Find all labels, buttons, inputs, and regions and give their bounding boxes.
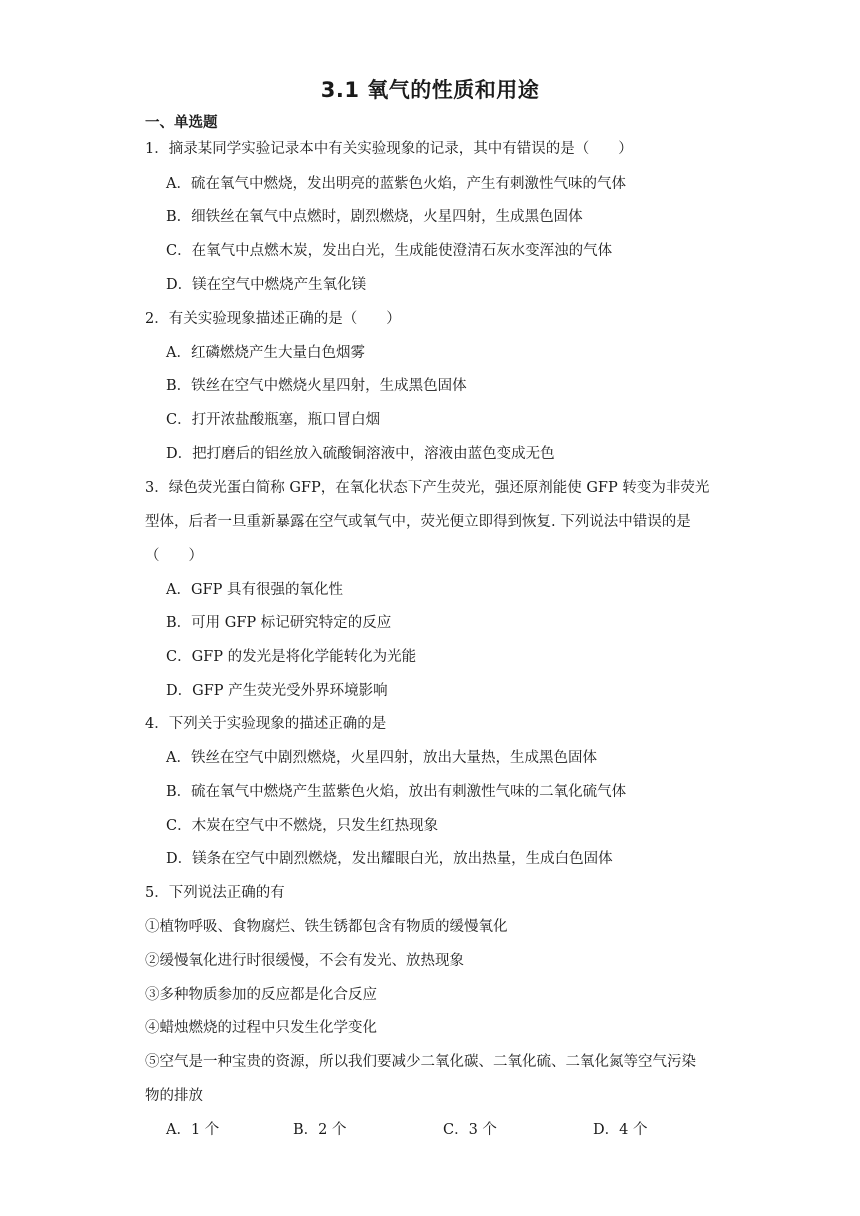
question-1-stem: 1．摘录某同学实验记录本中有关实验现象的记录，其中有错误的是（ ） — [145, 141, 633, 157]
question-1-option-d: D．镁在空气中燃烧产生氧化镁 — [166, 277, 367, 293]
question-5-option-b: B．2 个 — [293, 1122, 347, 1138]
question-3-option-c: C．GFP 的发光是将化学能转化为光能 — [166, 649, 417, 665]
question-5-option-a: A．1 个 — [166, 1122, 220, 1138]
question-2-option-b: B．铁丝在空气中燃烧火星四射，生成黑色固体 — [166, 378, 467, 394]
question-4-stem: 4．下列关于实验现象的描述正确的是 — [145, 716, 387, 732]
question-1-option-c: C．在氧气中点燃木炭，发出白光，生成能使澄清石灰水变浑浊的气体 — [166, 243, 613, 259]
question-4-option-b: B．硫在氧气中燃烧产生蓝紫色火焰，放出有刺激性气味的二氧化硫气体 — [166, 784, 627, 800]
question-5-statement-5-cont: 物的排放 — [145, 1088, 203, 1104]
document-title: 3.1 氧气的性质和用途 — [320, 78, 540, 102]
question-3-option-d: D．GFP 产生荧光受外界环境影响 — [166, 683, 388, 699]
question-2-stem: 2．有关实验现象描述正确的是（ ） — [145, 311, 401, 327]
question-4-option-c: C．木炭在空气中不燃烧，只发生红热现象 — [166, 818, 439, 834]
question-3-option-a: A．GFP 具有很强的氧化性 — [166, 582, 343, 598]
question-4-option-d: D．镁条在空气中剧烈燃烧，发出耀眼白光，放出热量，生成白色固体 — [166, 851, 613, 867]
question-5-statement-4: ④蜡烛燃烧的过程中只发生化学变化 — [145, 1020, 377, 1036]
question-3-option-b: B．可用 GFP 标记研究特定的反应 — [166, 615, 392, 631]
question-2-option-a: A．红磷燃烧产生大量白色烟雾 — [166, 345, 365, 361]
question-1-option-b: B．细铁丝在氧气中点燃时，剧烈燃烧，火星四射，生成黑色固体 — [166, 209, 583, 225]
question-5-statement-5: ⑤空气是一种宝贵的资源，所以我们要减少二氧化碳、二氧化硫、二氧化氮等空气污染 — [145, 1054, 696, 1070]
question-1-option-a: A．硫在氧气中燃烧，发出明亮的蓝紫色火焰，产生有刺激性气味的气体 — [166, 176, 626, 192]
question-5-statement-2: ②缓慢氧化进行时很缓慢，不会有发光、放热现象 — [145, 953, 464, 969]
question-5-option-d: D．4 个 — [593, 1122, 648, 1138]
question-2-option-d: D．把打磨后的铝丝放入硫酸铜溶液中，溶液由蓝色变成无色 — [166, 446, 555, 462]
question-5-statement-1: ①植物呼吸、食物腐烂、铁生锈都包含有物质的缓慢氧化 — [145, 919, 508, 935]
question-2-option-c: C．打开浓盐酸瓶塞，瓶口冒白烟 — [166, 412, 381, 428]
question-5-stem: 5．下列说法正确的有 — [145, 885, 285, 901]
question-5-statement-3: ③多种物质参加的反应都是化合反应 — [145, 987, 377, 1003]
question-3-stem-line-3: （ ） — [145, 548, 203, 564]
section-heading: 一、单选题 — [145, 115, 218, 131]
question-3-stem-line-2: 型体，后者一旦重新暴露在空气或氧气中，荧光便立即得到恢复. 下列说法中错误的是 — [145, 514, 691, 530]
question-4-option-a: A．铁丝在空气中剧烈燃烧，火星四射，放出大量热，生成黑色固体 — [166, 750, 597, 766]
question-3-stem-line-1: 3．绿色荧光蛋白简称 GFP，在氧化状态下产生荧光，强还原剂能使 GFP 转变为非荧光 — [145, 480, 710, 496]
question-5-option-c: C．3 个 — [443, 1122, 497, 1138]
